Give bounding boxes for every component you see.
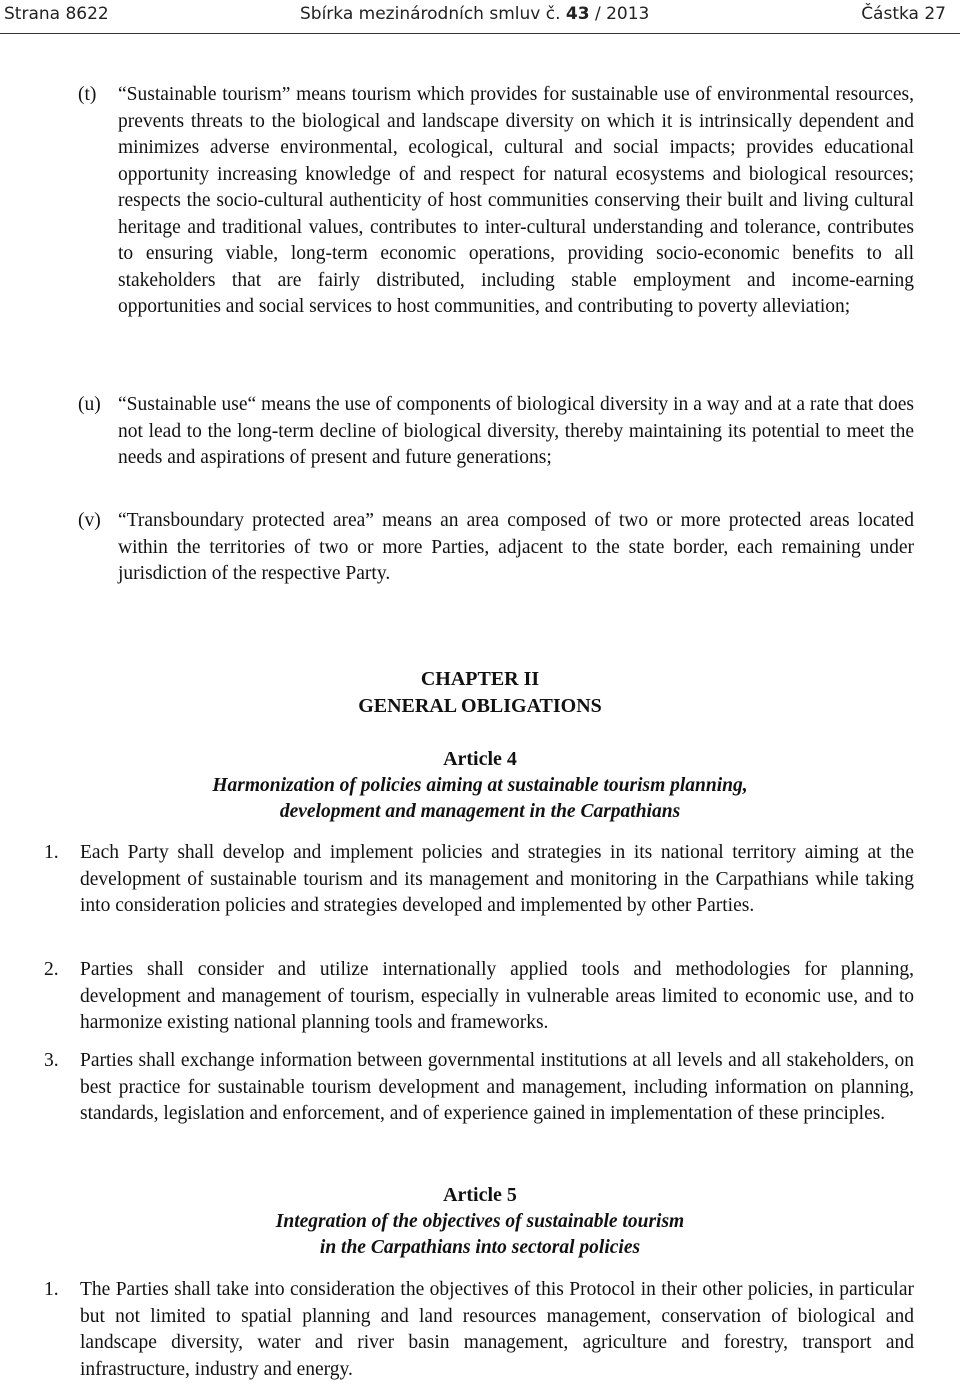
paragraph-number: 2.	[44, 959, 59, 980]
chapter-title: GENERAL OBLIGATIONS	[358, 695, 602, 717]
article-4-paragraph-1	[44, 840, 914, 920]
definition-text: “Sustainable tourism” means tourism which provides for sustainable use of environmental resources, prevents threats to the biological and landscape diversity on which it is intrinsically dependent and minimizes adverse environmental, ecological, cultural and social impacts; provides educational opportunity increasing knowledge of and respect for natural ecosystems and biological resources; respects the socio-cultural authenticity of host communities conserving their built and living cultural heritage and traditional values, contributes to inter-cultural understanding and tolerance, contributes to ensuring viable, long-term economic operations, providing socio-economic benefits to all stakeholders that are fairly distributed, including stable employment and income-earning opportunities and social services to host communities, and contributing to poverty alleviation;	[118, 84, 914, 317]
paragraph-text: Parties shall exchange information between governmental institutions at all levels and all stakeholders, on best practice for sustainable tourism development and management, including information on planning, standards, legislation and enforcement, and of experience gained in implementation of these principles.	[80, 1050, 914, 1124]
definition-u	[78, 392, 914, 472]
article-5-paragraph-1	[44, 1277, 914, 1383]
definition-v	[78, 508, 914, 588]
paragraph-number: 1.	[44, 1279, 59, 1300]
collection-title-prefix: Sbírka mezinárodních smluv č.	[300, 4, 561, 24]
paragraph-text: Each Party shall develop and implement policies and strategies in its national territory aiming at the development of sustainable tourism and its management and monitoring in the Carpathians while taking into consideration policies and strategies developed and implemented by other Parties.	[80, 842, 914, 916]
article-5-subtitle-line1: Integration of the objectives of sustainable tourism	[275, 1211, 685, 1232]
definition-t	[78, 82, 914, 321]
chapter-number: CHAPTER II	[420, 668, 540, 690]
definition-label: (u)	[78, 394, 101, 415]
definition-label: (t)	[78, 84, 97, 105]
collection-number: 43	[565, 4, 590, 24]
article-4-paragraph-2	[44, 957, 914, 1037]
article-5-title: Article 5	[443, 1184, 517, 1206]
paragraph-text: Parties shall consider and utilize internationally applied tools and methodologies for planning, development and management of tourism, especially in vulnerable areas limited to economic use, and to harmonize existing national planning tools and frameworks.	[80, 959, 914, 1033]
page-header	[0, 0, 960, 32]
collection-title	[300, 4, 649, 24]
issue-number: Částka 27	[861, 4, 946, 24]
article-4-title: Article 4	[443, 748, 517, 770]
collection-year: / 2013	[594, 4, 650, 24]
article-5-subtitle-line2: in the Carpathians into sectoral policies	[319, 1237, 641, 1258]
definition-text: “Sustainable use“ means the use of components of biological diversity in a way and at a rate that does not lead to the long-term decline of biological diversity, thereby maintaining its potential to meet the needs and aspirations of present and future generations;	[118, 394, 914, 468]
article-4-subtitle-line2: development and management in the Carpathians	[279, 801, 681, 822]
definition-label: (v)	[78, 510, 101, 531]
paragraph-text: The Parties shall take into consideration the objectives of this Protocol in their other policies, in particular but not limited to spatial planning and land resources management, conservation of biological and landscape diversity, water and river basin management, agriculture and forestry, transport and infrastructure, industry and energy.	[80, 1279, 914, 1380]
article-4-paragraph-3	[44, 1048, 914, 1128]
article-4-subtitle-line1: Harmonization of policies aiming at sustainable tourism planning,	[212, 775, 748, 796]
definition-text: “Transboundary protected area” means an area composed of two or more protected areas located within the territories of two or more Parties, adjacent to the state border, each remaining under jurisdiction of the respective Party.	[118, 510, 914, 584]
header-rule	[0, 33, 960, 34]
page-number: Strana 8622	[4, 4, 109, 24]
paragraph-number: 1.	[44, 842, 59, 863]
paragraph-number: 3.	[44, 1050, 59, 1071]
